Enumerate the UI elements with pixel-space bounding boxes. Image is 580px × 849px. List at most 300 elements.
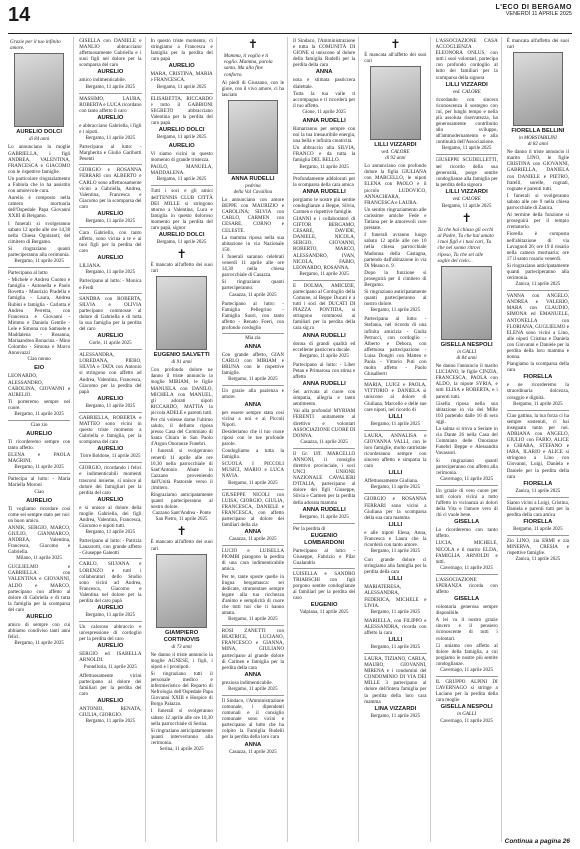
deceased-name: LILLI	[388, 521, 403, 528]
notice-text: Siamo vicini a Luigi, Cristina, Daniela e parenti tutti per la perdita della cara amica	[506, 499, 569, 518]
notice-text: ALESSANDRA, LOREDANA, PIERO, SILVIA e TATA con Antonio si stringono con affetto ad Andrea, Valentina, Francesca, Giacomo per la perdita del papà	[79, 352, 142, 395]
notice-divider	[436, 574, 498, 575]
notice-text: Un grazie alla pazienza e amore.	[221, 388, 284, 401]
place-date: Ciao zio	[30, 422, 48, 428]
deceased-name: FIORELLA	[523, 374, 553, 381]
notice-text: Ne danno il triste annuncio il marito LINO, le figlie CRISTINA con GIOVANNI, GABRIELLA, DANIELA con DANIELE e PIETRO, fratelli, sorelle, cognati, cognate e parenti tutti.	[506, 149, 569, 192]
deceased-name: AURELIO DOLCI	[158, 127, 205, 134]
deceased-name: GISELLA	[454, 519, 480, 526]
notice-text: Si ringraziano tutti il personale medico e infermieristico del Reparto di Nefrologia dell'Ospedale Papa Giovanni XXIII e Hospice di Borgo Palazzo.	[150, 670, 213, 708]
notice-text: ricordando con sincera riconoscenza il sostegno con cui, per lunghi tempo e nella più assoluta riservatezza, ha generosamente contribuito allo sviluppo, all'ammodernamento e alla continuità dell'Associazione.	[435, 96, 498, 146]
notice-text: A lei va il nostro grazie sincero e il pensiero riconoscente di tutti i volontari.	[435, 617, 498, 642]
notice-text: I funerali saranno celebrati venerdì 11 aprile alle ore 14,30 nella chiesa parrocchiale di Casazza.	[221, 253, 284, 279]
quote-text: Mamma, ti voglio e ti voglio. Mamma, parola santa. Ma alla fine conforto.	[223, 53, 273, 78]
notice-divider	[293, 280, 355, 281]
deceased-name: EUGENIO	[310, 602, 338, 609]
obituary-column-6	[364, 37, 430, 842]
notice-text: Affettuosamente vicini partecipano al dolore dei familiari per la perdita del caro	[79, 672, 142, 697]
notice-text: La mamma riposa nella sua abitazione in via Nazionale 150.	[221, 234, 284, 253]
place-date: Bergamo, 11 aprile 2025	[85, 84, 136, 90]
notice-text: ANNIK, SERGIO, MARCO, GIULIO, GIANMARCO, ANDREA, Valentina, Francesca, Giacomo e Gabriella.	[8, 524, 71, 556]
cross-icon: ✝	[176, 247, 187, 262]
notice-divider	[507, 290, 569, 291]
place-date: Ciao nonno	[27, 357, 51, 363]
notice-text: Partecipano al lutto: - Monica e Ferdi	[79, 278, 142, 291]
page-number: 14	[8, 4, 31, 26]
notice-text: Condogliamo a tutta la famiglia.	[221, 448, 284, 461]
notice-text: MASSIMO, LAURA, ROBERTA e LUCA ricordano con tanto affetto il caro	[79, 95, 142, 114]
notice-text: LUCIA, MICHELE, NICOLA e il marito ELDA, FAMIGLIA ARNOLDI e tutti.	[435, 540, 498, 565]
notice-text: Con profondo dolore ne danno il triste annuncio la moglie MIRIAM, le figlie MANUELA con DANILO, MICHELA con MANUEL, gli adorati nipoti RICCARDO, MATTIA la piccola ADELE e parenti tutti.	[150, 367, 213, 416]
place-date: Bergamo, 11 aprile 2025	[85, 218, 136, 224]
place-date: Bergamo, 11 aprile 2025	[370, 609, 421, 615]
deceased-name: ANNA RUDELLI	[231, 176, 275, 183]
notice-text: La salma si trova a Seriate in via Dante 26 nella Casa del Commiato delle Onoranze Funebri Beppe e Alessandra Vavassori.	[435, 426, 498, 457]
place-date: Gorle, 11 aprile 2025	[89, 341, 132, 347]
notice-text: amico indimenticabile.	[79, 77, 126, 84]
deceased-name: ANNA RUDELLI	[302, 117, 346, 124]
deceased-name: AURELIO	[26, 614, 53, 621]
place-date: Casazza, 11 aprile 2025	[229, 749, 277, 755]
deceased-name: AURELIO	[26, 430, 53, 437]
notice-text: Partecipano al lutto: - Liber Petan e Primarosa con stima e affetto	[293, 361, 356, 380]
notice-text: I funerali si svolgeranno sabato 12 aprile alle ore 14,30 nella Chiesa Ognisanti; del cimitero di Bergamo.	[8, 220, 71, 245]
notice-text: Partecipano al lutto: - Margherita e Giulio Garibotti Pesenti	[79, 144, 142, 163]
notice-text: MARA, CRISTINA, MARIA e FRANCESCA.	[150, 71, 213, 84]
notice-divider	[293, 173, 355, 174]
notice-text: Un grazie di vero cuore per tutti coloro vicini a tutto l'affetto in vicinanza ai dolori della Vita e l'amore vero di chi ci vuole bene.	[435, 487, 498, 519]
place-date: Casazza, 11 aprile 2025	[229, 292, 277, 298]
notice-text: Si ringraziano anticipatamente quanti interverranno alla cerimonia.	[150, 727, 213, 746]
place-date: Bergamo, 11 aprile 2025	[156, 84, 207, 90]
place-date: Gione, 11 aprile 2025	[302, 109, 346, 115]
notice-divider	[8, 420, 70, 421]
notice-divider	[222, 545, 284, 546]
notice-text: Si ringraziano anticipatamente quanti parteciperanno alla cerimonia.	[506, 262, 569, 282]
notice-text: LUISELLA e SANDRO TRIABSCHI con figli porgono sentite condoglianze ai familiari per la perdita del caro	[293, 571, 356, 602]
notice-text: Lo annunciano la moglie GABRIELLA, i figli ANDREA, VALENTINA, FRANCESCA e GIACOMO con le rispettive famiglie.	[8, 144, 71, 175]
deceased-name: LILLI	[388, 413, 403, 420]
deceased-name: AURELIO DOLCI	[158, 232, 205, 239]
notice-text: preziosa indimenticabile.	[221, 679, 273, 686]
continue-note: Continua a pagina 26	[504, 838, 570, 845]
name-subtitle: pedrina	[245, 184, 261, 190]
deceased-name: LILLI	[388, 576, 403, 583]
place-date: Bergamo, 11 aprile 2025	[228, 617, 278, 623]
notice-divider	[436, 676, 498, 677]
notice-text: GIORGIO, ricordando i felici e indimenticabili momenti trascorsi insieme, si unisce al dolore dei famigliari per la perdita del caro	[79, 465, 142, 496]
notice-text: Partecipa al lutto: - Maria Mariella Moroni	[8, 476, 71, 489]
deceased-name: LILLI	[388, 470, 403, 477]
notice-text: E DOLMA, AMICIZIE, partecipano al Cordoglio della Comune, al Beppe Ducati e a tutti i soci del DUCATI DI PIAZZA PONTIDA, si stringono commossi ai familiari per la perdita della cara sig.ra	[293, 282, 356, 332]
deceased-name: LILLI VIZZARDI	[445, 188, 488, 195]
place-date: Bergamo, 11 aprile 2025	[370, 645, 421, 650]
cross-icon: ✝	[390, 37, 401, 51]
notice-text: Si ringraziano quanti parteciperanno con affetto alla cerimonia.	[435, 457, 498, 476]
notice-text: Lo annunciano con profondo dolore la figlia GIULIANA con MARCELLO, le nipoti ELENA con PAOLO e il piccolo LUDOVICO, ANNACHIARA, FRANCESCA e LAURA.	[364, 163, 427, 206]
notice-text: e ne ricorderemo la straordinaria dolcezza, coraggio e dignità.	[506, 382, 569, 401]
notice-divider	[8, 473, 70, 474]
notice-text: Ti porteremo sempre nel cuore.	[8, 398, 71, 411]
obituary-column-1	[8, 37, 74, 842]
notice-text: Un caloroso abbraccio e un'espressione di cordoglio per la perdita del caro	[79, 624, 142, 643]
place-date: Bergamo, 11 aprile 2025	[370, 485, 421, 491]
page-header	[8, 0, 572, 34]
notice-text: ELISABETTA, RICCARDO e tutto il GABBIONI SEGRETO abbracciano Valentina per la perdita del caro papà	[150, 95, 213, 126]
notice-text: LEONARDO, ALESSANDRO, CAROLINA, GIOVANNI e AURELIO.	[8, 373, 71, 398]
notice-divider	[507, 410, 569, 411]
notice-text: Con grande dolore ci stringiamo alla famiglia per la perdita della cara	[364, 557, 427, 576]
notice-text: Gisella riposa nella sua abitazione in via dei Mille 103 partendo dalle 16 di sera oggi.	[435, 400, 498, 425]
place-date: Zanica, 11 aprile 2025	[515, 557, 561, 563]
notice-divider	[79, 349, 141, 350]
deceased-name: GISELLA	[454, 596, 480, 603]
portrait-photo	[228, 100, 279, 174]
place-date: Bergamo, 11 aprile 2025	[299, 353, 349, 359]
name-subtitle: di 73 anni	[171, 644, 192, 650]
place-date: Bergamo, 11 aprile 2025	[156, 240, 207, 246]
notice-text: Partecipano al lutto: - Giuseppe, Fabrizio e Pilar Gualandris	[293, 547, 356, 566]
place-date: Bergamo, 11 aprile 2025	[156, 177, 207, 183]
portrait-photo	[513, 52, 564, 126]
place-date: Cavernago, 11 aprile 2025	[440, 719, 494, 725]
notice-text: Affettuosamente Giuliana.	[364, 478, 419, 485]
place-date: Bergamo, 11 aprile 2025	[370, 308, 421, 314]
masthead	[495, 4, 572, 17]
notice-text: amico di sempre con cui abbiamo condiviso tanti anni felici.	[8, 622, 71, 641]
notice-divider	[79, 412, 141, 413]
deceased-name: AURELIO	[97, 605, 124, 612]
place-date: Mia zia	[245, 335, 261, 341]
notice-divider	[222, 489, 284, 490]
notice-text: Aurelio è composto nella camera mortuaria dell'Ospedale Papa Giovanni XXIII di Bergamo.	[8, 195, 71, 220]
deceased-name: AURELIO	[168, 143, 195, 150]
notice-divider	[364, 379, 426, 380]
notice-text: Al termine della funzione si proseguirà per il tempio crematorio.	[506, 212, 569, 231]
notice-text: Un abbraccio alla SILVIA, FRANCO e da tutta la famiglia DEL BELLO.	[293, 145, 356, 164]
notice-divider	[151, 185, 213, 186]
notice-divider	[79, 621, 141, 622]
name-subtitle: di 84 anni	[456, 356, 477, 362]
place-date: Bergamo, 11 aprile 2025	[85, 530, 136, 536]
deceased-name: AURELIO	[97, 395, 124, 402]
notice-divider	[8, 267, 70, 268]
notice-text: I funerali si svolgeranno sabato 12 aprile alle ore 10,30 nella parrocchiale di Serina.	[150, 708, 213, 727]
name-subtitle: ved. CALORE	[381, 150, 410, 156]
quote-text: Tu che hai chiuso gli occhi al Padre, Tu che hai amato i tuoi figli e i tuoi cari, Tu che nel sonno ritrovi riposo, Tu che sei alle soglie del cielo...	[437, 226, 494, 264]
notice-text: Per chi volesse darne l'ultimo saluto, il defunto riposa presso Casa del Commiato di Santa Chiara in San Paolo d'Argon Onoranze Funebri.	[150, 417, 213, 448]
notice-divider	[79, 462, 141, 463]
name-subtitle: di 84 anni	[28, 137, 50, 143]
notice-divider	[151, 93, 213, 94]
obituary-column-3	[151, 37, 217, 842]
notice-divider	[507, 535, 569, 536]
notice-divider	[222, 385, 284, 386]
deceased-name: AURELIO	[97, 446, 124, 453]
notice-divider	[79, 164, 141, 165]
notice-text: Tutti i soci e gli amici dell'TENNIS CLUB CITTÀ DEI MILLE si stringono attorno a Valentina, Luca e famiglia in questo doloroso momento per la perdita del caro papà, signor	[150, 188, 213, 231]
notice-text: e si unisce al dolore della moglie Gabriella, dei figli Andrea, Valentina, Francesca, Giacomo e nipoti tutti.	[79, 504, 142, 530]
notice-text: volontaria generosa sempre disponibile.	[435, 604, 498, 617]
place-date: Cavernago, 11 aprile 2025	[440, 668, 494, 674]
name-subtitle: ved. CALORE	[452, 196, 481, 202]
notice-text: Ne danno il triste annuncio la moglie AGNESE, i figli, i nipoti e i pronipoti.	[150, 651, 213, 670]
notice-text: Si ringraziano quanti parteciperanno alla cerimonia.	[8, 245, 71, 258]
notice-text: Zio LINO, zia ERMI e zia MINERVA, CRESIA e rispettive famiglie.	[506, 537, 569, 557]
notice-text: Con grande affetto, GIAN CARLO con MIRIAM e BRUNA con le rispettive famiglie.	[221, 351, 284, 377]
notice-text: Fiorella è composta nell'abitazione di via Lavagnoli 26; ore 19 il rosario nella camera mortuaria; ore 17 il santo rosario venerdì.	[506, 231, 569, 262]
portrait-photo	[441, 266, 492, 340]
notice-text: e abbracciano Gabriella, i figli e i nipoti.	[79, 122, 142, 135]
notice-text: Ai piedi di Giussano, con le gioie, con il vivo amore, ci ha lasciato	[221, 79, 284, 98]
deceased-name: FIORELLA	[523, 480, 553, 487]
obituary-column-4	[222, 37, 288, 842]
notice-text: Vai alla profonda! MYRIAM FERENTI unitamente al direttivo e volontari ASSOCIAZIONE CUORE DI DONNA.	[293, 408, 356, 439]
name-subtitle: in GALLI	[457, 350, 477, 356]
deceased-name: ANNA	[244, 529, 262, 536]
notice-divider	[364, 430, 426, 431]
notice-divider	[293, 568, 355, 569]
name-subtitle: ved. CALORE	[452, 89, 481, 95]
notice-text: Il Sindaco, l'Amministrazione e tutta la COMUNITÀ DI GIONE si uniscono al dolore della famiglia Rudelli per la perdita della cara	[293, 38, 356, 69]
place-date: Cavernago, 11 aprile 2025	[440, 476, 494, 482]
deceased-name: AURELIO	[168, 63, 195, 70]
notice-text: IL GRUPPO ALPINI DI CAVERNAGO si stringe a Luciano per la perdita della cara moglie	[435, 679, 498, 704]
deceased-name: ANNA	[244, 343, 262, 350]
deceased-name: ANNA RUDELLI	[302, 332, 346, 339]
place-date: Ciao	[34, 489, 44, 495]
notice-text: GISELLA con DANIELE e MANLIO abbracciano affettuosamente Gabriella e i suoi figli nel dolore per la scomparsa del caro	[79, 38, 142, 69]
notice-divider	[222, 695, 284, 696]
notice-divider	[79, 293, 141, 294]
place-date: Bergamo, 11 aprile 2025	[228, 377, 278, 383]
notice-text: Piangiamo la scomparsa della cara	[506, 361, 569, 374]
notice-divider	[79, 93, 141, 94]
deceased-name: EUGENIO SALVETTI	[153, 352, 210, 359]
deceased-name: LINA VIZZARDI	[374, 705, 417, 712]
notice-text: È mancata all'affetto dei suoi cari	[506, 38, 569, 51]
place-date: Bergamo, 11 aprile 2025	[370, 549, 421, 555]
place-date: Casazza, 11 aprile 2025	[229, 537, 277, 543]
place-date: Zanica, 11 aprile 2025	[515, 282, 561, 288]
notice-text: GIORGIO e ROSANNA FERRARI con ALBERTO e CARLO sono affettuosamente vicini a Gabriella, Andrea, Valentina, Francesca e Giacomo per la scomparsa del caro	[79, 167, 142, 210]
place-date: Bergamo, 11 aprile 2025	[14, 259, 64, 265]
place-date: Bergamo, 11 aprile 2025	[370, 421, 421, 427]
portrait-photo	[14, 53, 65, 127]
notice-text: I funerali si svolgeranno sabato alle ore 9 nella chiesa parrocchiale di Zanica.	[506, 192, 569, 212]
deceased-name: EIO	[34, 365, 45, 372]
notice-text: nota e stimata pasticcera dialettale.	[293, 77, 356, 90]
name-subtitle: di 82 anni	[527, 142, 549, 148]
deceased-name: ANNA	[244, 741, 262, 748]
notice-text: GIORGIO e ROSANNA FERRARI sono vicini a Giuliana per la scomparsa della sua cara mamma	[364, 496, 427, 521]
quote-text: Grazie per il tuo infinito amore.	[10, 39, 61, 52]
deceased-name: ANNA	[244, 401, 262, 408]
notice-text: Rimarranno per sempre con noi la tua inesauribile energia, una bella e infinita creatività.	[293, 125, 356, 145]
notice-text: Partecipano al lutto: - Stefania, nel ricordo di una infinita amicizia - Giulia Petrucci, con cordoglio - Alberto e Debora, con affettuosa partecipazione - Luisa Donghi con Matteo e Paola - Vittorio Puti con molto affetto - Paolo Ghisalberti	[364, 316, 427, 378]
notice-text: SERGIO ed ISABELLA ARNOLDI.	[79, 651, 142, 664]
portrait-photo	[156, 276, 207, 350]
notice-text: LUCIO e LUISELLA PIOMBI piangono la perdita di una cara indimenticabile amica.	[221, 548, 284, 573]
notice-text: Partecipano al lutto: - Patrizia Lanzarotti, con grande affetto - Giuseppe Galeotti	[79, 538, 142, 557]
notice-text: Ti ricorderemo sempre con tanto affetto.	[8, 438, 71, 452]
deceased-name: AURELIO	[97, 333, 124, 340]
notice-text: È mancato all'affetto dei suoi cari	[150, 262, 213, 275]
notice-text: I funerali avranno luogo sabato 12 aprile alle ore 10 nella chiesa parrocchiale Madonna della Castagna, partendo dall'abitazione in via Di Meano n. 9.	[364, 232, 427, 269]
notice-text: È mancata all'affetto dei suoi cari	[364, 52, 427, 65]
place-date: Valpiana, 11 aprile 2025	[299, 610, 349, 616]
notice-text: Ciao gattina, la tua forza ci ha sempre sostenuti, ci hai insegnato tanto per noi. ADRIANA con ANGELO, GIULIO con FABIO, ALICE e CHIARA, STEFANO e IARA, ILARIO e ALICE si stringono a Lino con Giovanni, Luigi, Daniela e Daniele per la perdita della cara	[506, 412, 569, 480]
place-date: Bergamo, 11 aprile 2025	[513, 526, 563, 532]
notice-text: Profondamente addolorati per la scomparsa della cara amica	[293, 175, 356, 188]
place-date: Milano, 11 aprile 2025	[16, 556, 62, 562]
notice-text: VANNA con ANGELO, ANDREA e VALERIO, MARA con CLAUDIO, SIMONA ed EMANUELE, ANTONELLA con FLORIANA, GUGLIELMO e ELENA sono vicini a Lino, alle nipoti Cristina e Daniela con Giovanni e Daniele per la perdita della loro mamma e nonna.	[506, 293, 569, 361]
deceased-name: ANNA RUDELLI	[302, 381, 346, 388]
name-subtitle: di 92 anni	[385, 156, 406, 162]
notice-text: Partecipano al lutto	[8, 270, 48, 277]
notice-text: - Michele e Andrea Cuomo e famiglia - Antonella e Paolo Rovetta - Maurizio Pradella e famiglia - Laura, Andrea Rubini e famiglia - Carlotta e Andrea Perretta, con Francesca e Giovanni - Mimmo e Daniela Gentile - Lele e Simona con Samuele e Maddalena - Rosanna, Mariaandrea Bonacina - Mino Colombo - Simona e Marco Annovazzi	[8, 277, 71, 357]
notice-text: I funerali si svolgeranno venerdì 11 aprile alle ore 10,30 nella parrocchiale di Sant'Antonio Abate in Cazzano proveniendo dall'Unità Pastorale verso il cimitero.	[150, 448, 213, 492]
deceased-name: GISELLA NESPOLI	[440, 342, 493, 349]
deceased-name: LILLI	[388, 637, 403, 643]
place-date: Cazzano Sant'Andrea - Ponte San Pietro, 11 aprile 2025	[152, 511, 211, 523]
notice-text: Il Gr. Uff. MARCELLO ANNONI, il consiglio direttivo provinciale, i soci UNCI UNIONE NAZIONALE CAVALIERI D'ITALIA, partecipano al dolore dei figli Giuseppe, Silvia e Carmen per la perdita della adorata mamma	[293, 450, 356, 506]
obituary-column-8	[507, 37, 572, 842]
notice-text: Per la perdita di	[293, 525, 326, 532]
deceased-name: AURELIO	[97, 210, 124, 217]
deceased-name: AURELIO	[97, 697, 124, 704]
deceased-name: AURELIO	[26, 497, 53, 504]
notice-text: Partecipano al lutto: - Famiglia Pellegrino - Famiglia Suori, con tanto affetto - Renato Foeri, con profondo cordoglio	[221, 300, 284, 331]
place-date: Bergamo, 11 aprile 2025	[14, 641, 64, 647]
place-date: Bergamo, 11 aprile 2025	[228, 480, 278, 486]
deceased-name: FIORELLA	[523, 518, 553, 525]
deceased-name: AURELIO	[97, 255, 124, 262]
obituary-column-7	[436, 37, 502, 842]
deceased-name: GISELLA NESPOLI	[440, 704, 493, 711]
notice-text: ANTONIO, RENATA, GIULIA, GIORGIO.	[79, 705, 142, 719]
notice-text: PAOLO, MANUELA, MADDALENA.	[150, 164, 213, 177]
place-date: Bergamo, 11 aprile 2025	[85, 719, 136, 725]
notice-text: Ringraziamo anticipatamente quanti parteciperanno al nostro dolore.	[150, 492, 213, 511]
notice-divider	[222, 333, 284, 334]
deceased-name: FIORELLA BELLINI	[511, 128, 565, 135]
place-date: Casazza, 11 aprile 2025	[300, 439, 348, 445]
deceased-name: AURELIO DOLCI	[16, 129, 62, 136]
cross-icon: ✝	[247, 37, 258, 51]
notice-text: Un particolare ringraziamento a Fabiola che lo ha assistito con amorevole cura.	[8, 175, 71, 195]
notice-text: per essere sempre stata così vicina a noi e ai Piccoli Nipoti.	[221, 409, 284, 428]
notice-text: SANDRA con ROBERTA, SILVIA e OLIVIA partecipano commosse al dolore di Gabriella e di tutta la sua famiglia per la perdita del caro	[79, 295, 142, 333]
notice-text: GIANNI e i collaboratori di GIFTOR BERGAMO, CESARE, DAVIDE, DANIELE, NICOLA, SERGIO, GIOVANNI, ROBERTO, MARCO, ALESSANDRO, IVAN, NICOLA, FABIO, LEONARDO, ROSANNA.	[293, 215, 356, 271]
notice-text: Lo ricorderemo con tanto affetto.	[435, 527, 498, 540]
cross-icon: ✝	[176, 524, 187, 539]
place-date: Bergamo, 11 aprile 2025	[156, 135, 207, 141]
place-date: Zanica, 11 aprile 2025	[515, 488, 561, 494]
deceased-name: AURELIO	[97, 643, 124, 650]
notice-divider	[364, 653, 426, 654]
notice-text: Il Sindaco, l'Amministrazione comunale, i dipendenti comunali e il consiglio comunale sono vicini e partecipano al lutto che ha colpito la Famiglia Rudelli per la perdita della loro cara	[221, 697, 284, 741]
place-date: Serina, 11 aprile 2025	[159, 747, 204, 752]
name-subtitle: in MORSTABILINI	[518, 136, 557, 142]
notice-text: Lo annunciano con amore BEPPE con MAURIZIO e CAROLINA; SILVIA con CARLO, CARMEN con CESARE, CORNO e CELESTE.	[221, 197, 284, 234]
notice-text: ELENA e PAOLA MAGRINI.	[8, 452, 71, 465]
notice-text: ROSI ZANETTI con BEATRICE, LUCIANO, FRANCESCO e GIANNA, MINA, GIULIANO partecipano al grande dolore di Carmen e famiglia per la perdita della cara	[221, 628, 284, 671]
obituary-column-5	[293, 37, 359, 842]
notice-text: Ci uniamo con affetto al dolore della famiglia, a cui porgiamo le nostre più sentite condoglianze.	[435, 642, 498, 667]
place-date: Bergamo, 11 aprile 2025	[14, 411, 64, 417]
place-date: Bergamo, 11 aprile 2025	[85, 613, 136, 619]
obituary-column-2	[79, 37, 145, 842]
notice-text: e alle nipoti Elena, Anna, Francesca e Laura che la ricorderà con tanto amore.	[364, 529, 427, 548]
notice-text: donna di grandi qualità ed eccellente pasticcera ducale.	[293, 340, 356, 353]
notice-divider	[293, 523, 355, 524]
place-date: Bergamo, 11 aprile 2025	[85, 136, 136, 142]
issue-date: VENERDÌ 11 APRILE 2025	[505, 11, 572, 17]
place-date: Pontelloria, 11 aprile 2025	[83, 664, 137, 670]
notice-text: Desideriamo che il tuo cuore riposi con le tue profonde parole.	[221, 428, 284, 447]
deceased-name: ANNA	[315, 69, 333, 76]
notice-text: Dopo la funzione si proseguirà per il cimitero di Bergamo.	[364, 269, 427, 288]
deceased-name: AURELIO	[97, 114, 124, 121]
notice-text: GIUSEPPE NICOLI con LUISA, GIORGIO, GIULIA, FRANCESCA, DANIELE e FRANCESCA, con affetto partecipano al dolore dei familiari della zia	[221, 491, 284, 529]
deceased-name: GIAMPIERO CORTINOVIS	[163, 629, 200, 643]
notice-divider	[436, 154, 498, 155]
place-date: Torre Boldone, 11 aprile 2025	[80, 454, 141, 460]
place-date: Cavernago, 11 aprile 2025	[440, 565, 494, 571]
notice-divider	[364, 493, 426, 494]
notice-text: Tutta la tua valle ti accompagna e ti ricorderà per il tuo affetto.	[293, 90, 356, 109]
place-date: Bergamo, 11 aprile 2025	[513, 401, 563, 407]
notice-text: Vi siamo vicini in questo momento di grande tristezza.	[150, 151, 213, 164]
notice-text: GIUSEPPE SCUDELLETTI, nel ricordo della sua generosità, porge sentite condoglianze alla famiglia per la perdita della signora	[435, 157, 498, 188]
notice-text: SCUOLA I PICCOLI MUSICI, MARIO e LUCA NAVIA.	[221, 461, 284, 480]
notice-text: MARIA, LUIGI e PAOLA, VITTORIO e DANIELA si uniscono al dolore di Giuliana, Marcello e delle sue care nipoti, nel ricordo di	[364, 382, 427, 413]
notice-text: Ne danno l'annuncio il marito LUCIANO, le figlie CINZIA, FRANCESCA, PAOLA con ALDO, la nipote SYRIA, e tutti ELISA e ROBERTA, e i parenti tutti.	[435, 363, 498, 400]
deceased-name: ANNA RUDELLI	[302, 188, 346, 195]
notice-text: GABRIELLA, ROBERTA e MATTEO sono vicini in questo triste momento a Gabriella e famiglia, per la scomparsa del caro	[79, 414, 142, 446]
deceased-name: LILLI VIZZARDI	[374, 142, 417, 149]
notice-text: Un sentito ringraziamento alle carissime amiche Fede e Tatiana per le amorevoli cure prestate.	[364, 206, 427, 232]
place-date: Bergamo, 11 aprile 2025	[370, 713, 421, 719]
portrait-photo	[370, 66, 421, 140]
newspaper-name: L'ECO DI BERGAMO	[495, 4, 572, 11]
notice-text: Si ringraziano quanti parteciperanno.	[221, 279, 284, 292]
notice-text: LILIANA.	[79, 263, 102, 270]
notice-text: LAURA, ANNALISA e GIOVANNA VALLI, con le loro famiglie, molto rattristate ricorderanno sempre con sincero affetto e simpatia la cara	[364, 432, 427, 470]
name-subtitle: in GALLI	[457, 712, 477, 718]
place-date: Bergamo, 11 aprile 2025	[441, 203, 492, 209]
notice-text: CARLO, SILVANA e LORENZO e tutti i collaboratori dello Studio sono vicini ad Andrea, Francesca, Giacomo e Valentina nel dolore per la perdita del caro papà	[79, 561, 142, 604]
place-date: Bergamo, 11 aprile 2025	[85, 403, 136, 409]
notice-text: È mancato all'affetto dei suoi cari	[150, 539, 213, 552]
notice-text: LAURA, TIZIANO, CARLA, MAURO, GIOVANNI, MIRENA e i condomini del CONDOMINIO DI VIA DEI MILLE 3 partecipano al dolore dell'intera famiglia per la perdita della loro cara mamma	[364, 656, 427, 705]
deceased-name: AURELIO	[97, 496, 124, 503]
deceased-name: ANNA RUDELLI	[302, 506, 346, 513]
portrait-photo	[156, 554, 207, 628]
notice-text: Cara Gabriella, con tanto affetto, sono vicina a te e ai tuoi figli per la perdita del caro	[79, 229, 142, 255]
notice-text: Si ringraziano anticipatamente quanti parteciperanno al nostro dolore.	[364, 289, 427, 308]
cross-icon: ✝	[461, 210, 472, 225]
notice-text: Ti vogliamo ricordare così come sei sempre stato per noi: un buon amico.	[8, 505, 71, 524]
name-subtitle: di 91 anni	[171, 360, 192, 366]
place-date: Bergamo, 11 aprile 2025	[85, 270, 136, 276]
deceased-name: AURELIO	[97, 69, 124, 76]
notice-divider	[436, 485, 498, 486]
place-date: Bergamo, 11 aprile 2025	[299, 164, 349, 170]
deceased-name: LILLI VIZZARDI	[445, 81, 488, 88]
place-date: Bergamo, 11 aprile 2025	[299, 271, 349, 277]
